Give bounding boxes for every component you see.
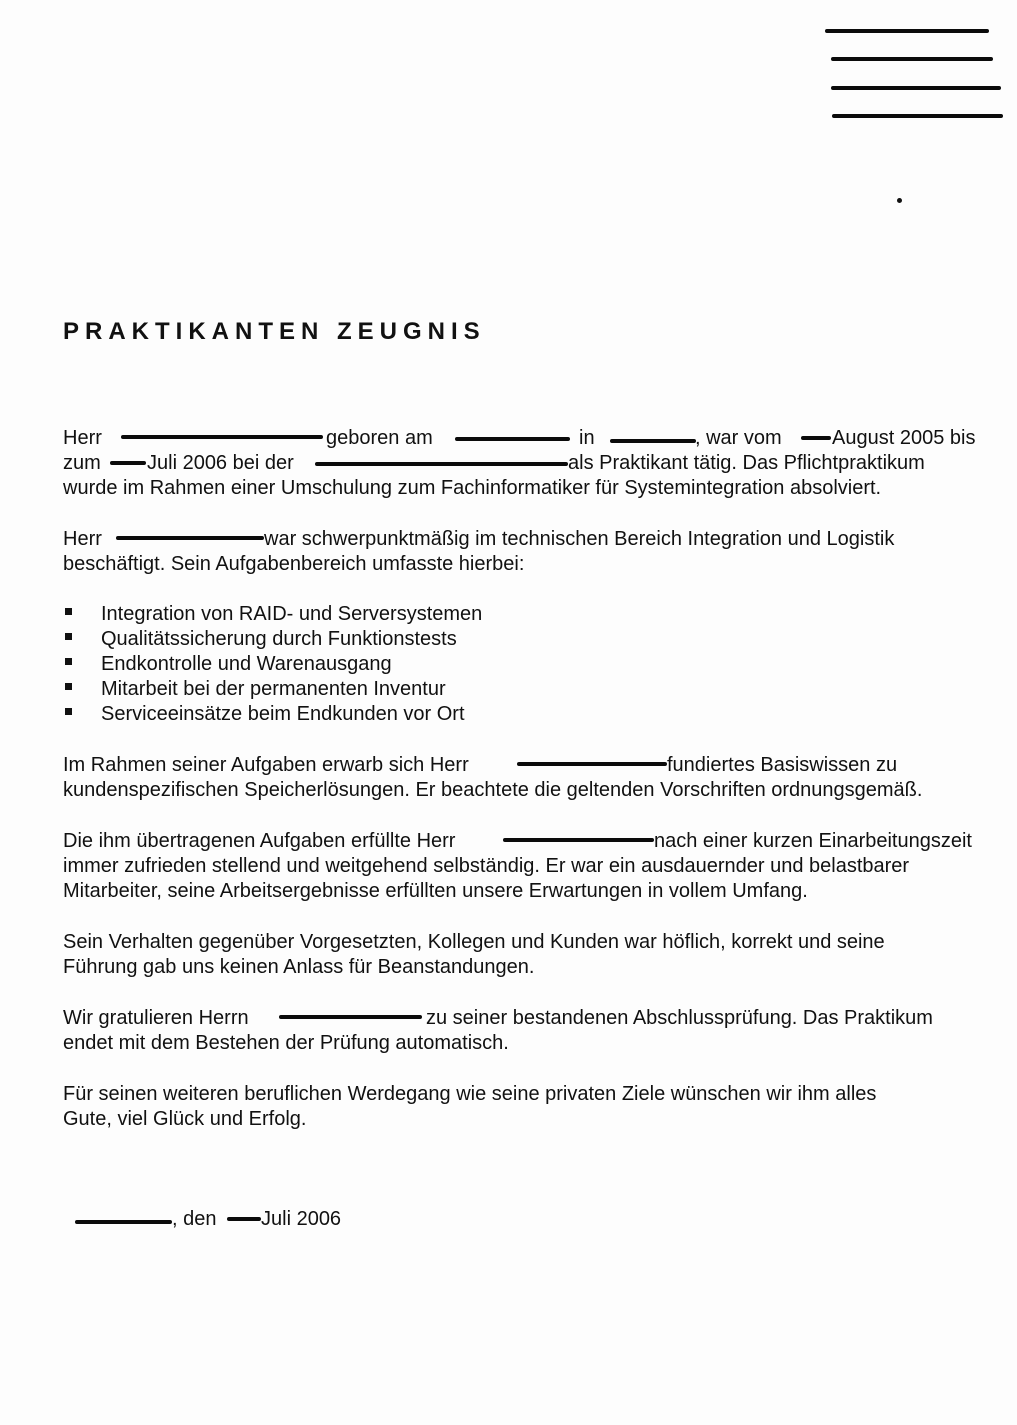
text: Mitarbeiter, seine Arbeitsergebnisse erfüllten unsere Erwartungen in vollem Umfang. <box>63 880 808 902</box>
text: wurde im Rahmen einer Umschulung zum Fachinformatiker für Systemintegration absolviert. <box>63 477 882 499</box>
text: Im Rahmen seiner Aufgaben erwarb sich Herr <box>63 754 469 776</box>
list-item: Mitarbeit bei der permanenten Inventur <box>101 678 446 700</box>
text: August 2005 bis <box>832 427 976 449</box>
list-item: Serviceeinsätze beim Endkunden vor Ort <box>101 703 465 725</box>
redacted-name <box>116 536 264 540</box>
text: war schwerpunktmäßig im technischen Bereich Integration und Logistik <box>264 528 895 550</box>
text: Für seinen weiteren beruflichen Werdegang wie seine privaten Ziele wünschen wir ihm alles <box>63 1083 877 1105</box>
redacted-name <box>503 838 654 842</box>
text: geboren am <box>326 427 433 449</box>
list-item: Qualitätssicherung durch Funktionstests <box>101 628 457 650</box>
text: zu seiner bestandenen Abschlussprüfung. Das Praktikum <box>426 1007 933 1029</box>
bullet-icon <box>65 708 72 715</box>
redacted-birthdate <box>455 437 570 441</box>
redacted-birthplace <box>610 439 696 443</box>
redacted-name <box>279 1015 422 1019</box>
text: fundiertes Basiswissen zu <box>667 754 898 776</box>
text: nach einer kurzen Einarbeitungszeit <box>654 830 972 852</box>
text: beschäftigt. Sein Aufgabenbereich umfasste hierbei: <box>63 553 525 575</box>
text: endet mit dem Bestehen der Prüfung automatisch. <box>63 1032 509 1054</box>
bullet-icon <box>65 633 72 640</box>
text: Juli 2006 bei der <box>147 452 294 474</box>
text: , den <box>172 1208 217 1230</box>
text: Gute, viel Glück und Erfolg. <box>63 1108 307 1130</box>
text: zum <box>63 452 101 474</box>
redaction-bar <box>832 114 1003 118</box>
text: Herr <box>63 427 102 449</box>
text: in <box>579 427 595 449</box>
text: , war vom <box>695 427 782 449</box>
bullet-icon <box>65 683 72 690</box>
redacted-name <box>517 762 667 766</box>
bullet-icon <box>65 608 72 615</box>
text: kundenspezifischen Speicherlösungen. Er beachtete die geltenden Vorschriften ordnungsgemäß. <box>63 779 923 801</box>
redacted-place <box>75 1220 172 1224</box>
redacted-name <box>121 435 323 439</box>
text: als Praktikant tätig. Das Pflichtpraktikum <box>568 452 925 474</box>
stray-dot <box>897 198 902 203</box>
text: Die ihm übertragenen Aufgaben erfüllte Herr <box>63 830 456 852</box>
redacted-start-day <box>801 436 831 440</box>
bullet-icon <box>65 658 72 665</box>
text: Sein Verhalten gegenüber Vorgesetzten, Kollegen und Kunden war höflich, korrekt und seine <box>63 931 885 953</box>
text: Wir gratulieren Herrn <box>63 1007 249 1029</box>
text: Herr <box>63 528 102 550</box>
list-item: Integration von RAID- und Serversystemen <box>101 603 483 625</box>
redacted-company <box>315 462 568 466</box>
document-title: PRAKTIKANTEN ZEUGNIS <box>63 318 486 345</box>
list-item: Endkontrolle und Warenausgang <box>101 653 392 675</box>
redaction-bar <box>831 86 1001 90</box>
redacted-day <box>227 1217 261 1221</box>
redaction-bar <box>825 29 989 33</box>
text: immer zufrieden stellend und weitgehend selbständig. Er war ein ausdauernder und belastbarer <box>63 855 910 877</box>
closing-date: Juli 2006 <box>261 1208 342 1230</box>
text: Führung gab uns keinen Anlass für Beanstandungen. <box>63 956 535 978</box>
redaction-bar <box>831 57 993 61</box>
redacted-end-day <box>110 461 146 465</box>
